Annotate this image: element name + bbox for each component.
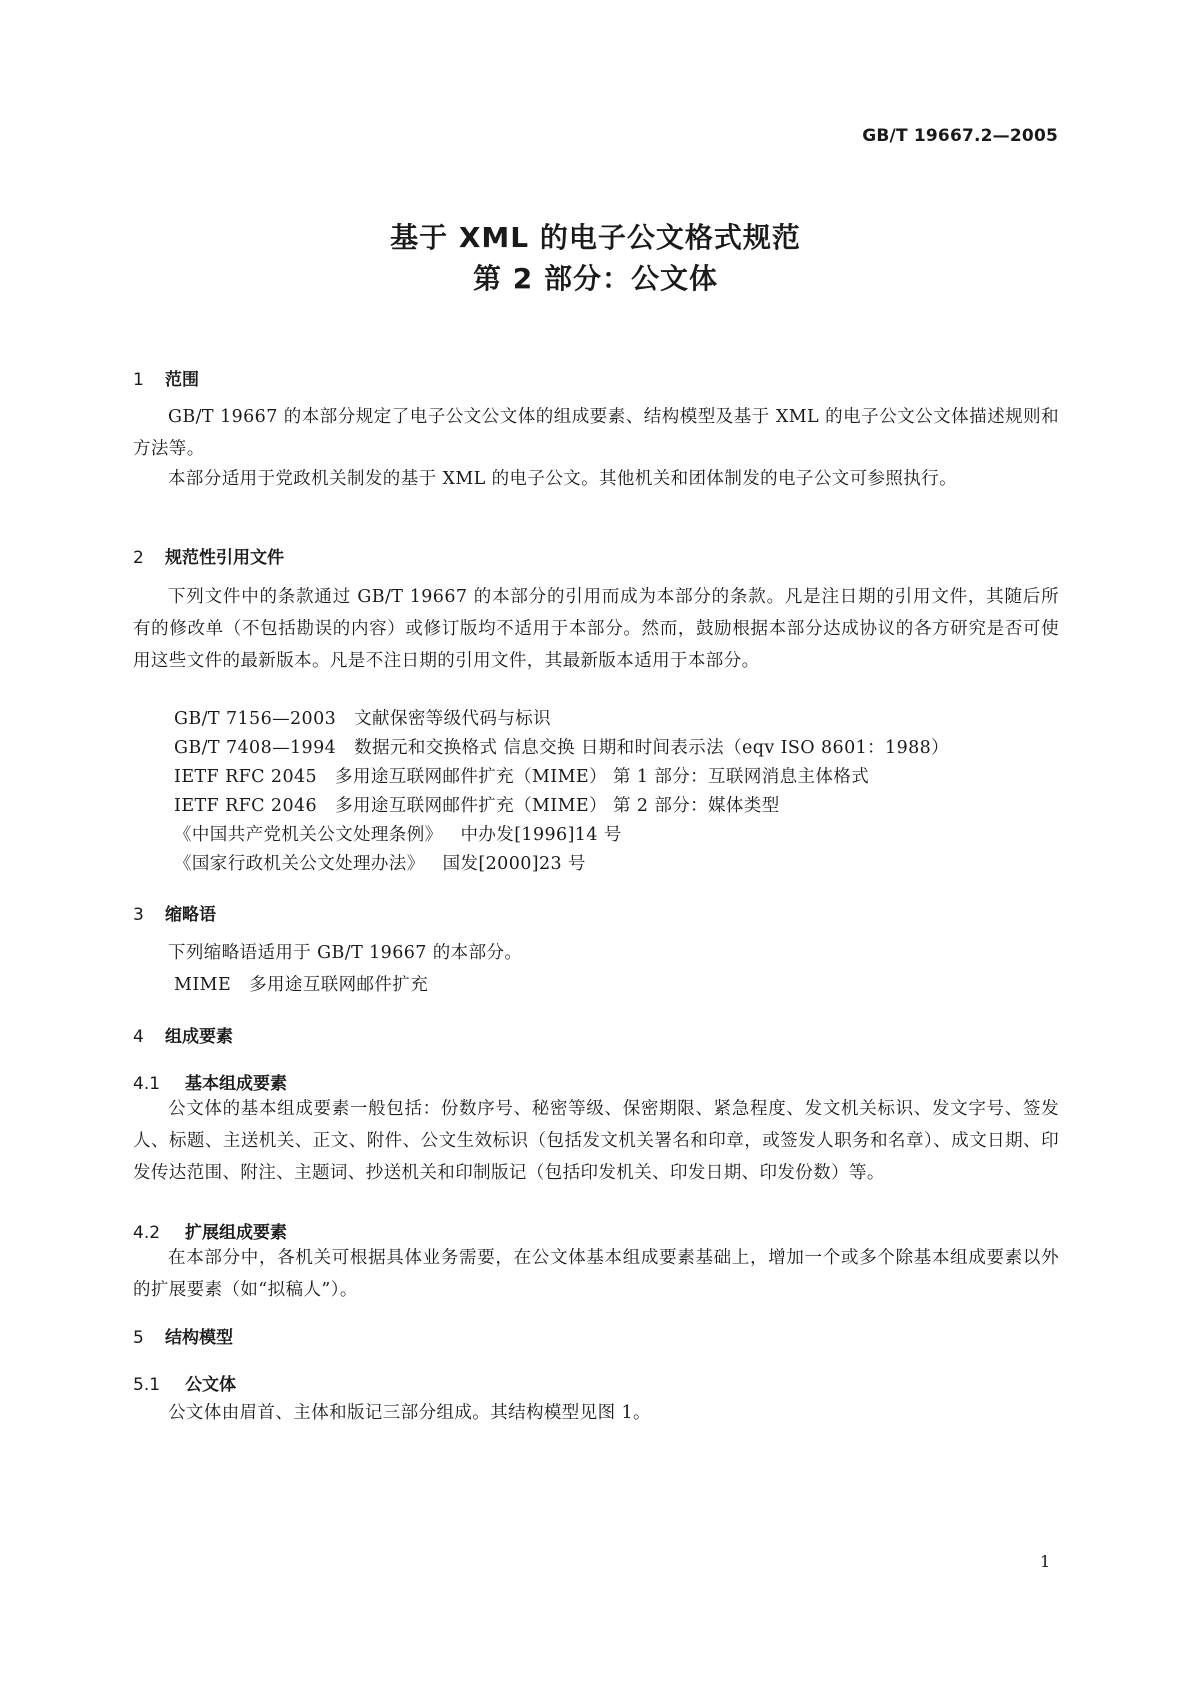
reference-item	[174, 761, 869, 793]
reference-code: GB/T 7156—2003	[174, 709, 337, 729]
paragraph: 本部分适用于党政机关制发的基于 XML 的电子公文。其他机关和团体制发的电子公文可参照执行。	[168, 469, 958, 489]
section-2-heading	[133, 543, 284, 568]
section-title: 规范性引用文件	[165, 548, 284, 568]
reference-code: 《国家行政机关公文处理办法》	[174, 854, 425, 874]
subsection-title: 公文体	[185, 1375, 236, 1395]
reference-code: IETF RFC 2045	[174, 767, 318, 787]
section-1-heading	[133, 365, 199, 390]
abbreviation-term: MIME	[174, 975, 232, 995]
section-number: 2	[133, 548, 144, 568]
section-title: 范围	[165, 370, 199, 390]
reference-code: IETF RFC 2046	[174, 796, 318, 816]
section-number: 1	[133, 370, 144, 390]
reference-title: 多用途互联网邮件扩充（MIME） 第 1 部分：互联网消息主体格式	[335, 767, 870, 787]
paragraph: GB/T 19667 的本部分规定了电子公文公文体的组成要素、结构模型及基于 XML 的电子公文公文体描述规则和方法等。	[133, 407, 1059, 459]
paragraph: 公文体由眉首、主体和版记三部分组成。其结构模型见图 1。	[168, 1403, 651, 1423]
reference-title: 文献保密等级代码与标识	[354, 709, 552, 729]
subsection-4-2-heading	[133, 1218, 287, 1243]
section-number: 5	[133, 1328, 144, 1348]
section-3-heading	[133, 900, 216, 925]
subsection-number: 4.1	[133, 1074, 161, 1094]
section-title: 结构模型	[165, 1328, 233, 1348]
paragraph: 下列缩略语适用于 GB/T 19667 的本部分。	[168, 943, 523, 963]
section-5-heading	[133, 1323, 233, 1348]
reference-code: GB/T 7408—1994	[174, 738, 337, 758]
paragraph: 在本部分中，各机关可根据具体业务需要，在公文体基本组成要素基础上，增加一个或多个除基本组成要素以外的扩展要素（如“拟稿人”）。	[133, 1248, 1059, 1300]
document-title: 基于 XML 的电子公文格式规范	[390, 221, 801, 254]
subsection-4-1-heading	[133, 1069, 287, 1094]
subsection-5-1-heading	[133, 1370, 236, 1395]
section-title: 组成要素	[165, 1027, 233, 1047]
standard-number: GB/T 19667.2—2005	[862, 126, 1058, 146]
subsection-number: 5.1	[133, 1375, 161, 1395]
section-4-heading	[133, 1022, 233, 1047]
section-title: 缩略语	[165, 905, 216, 925]
abbreviation-item	[174, 969, 428, 1001]
reference-item	[174, 790, 780, 822]
reference-item	[174, 703, 551, 735]
page-number: 1	[1040, 1552, 1051, 1571]
abbreviation-definition: 多用途互联网邮件扩充	[249, 975, 429, 995]
section-number: 4	[133, 1027, 144, 1047]
reference-code: 《中国共产党机关公文处理条例》	[174, 825, 443, 845]
reference-item	[174, 848, 586, 880]
reference-item	[174, 732, 949, 764]
paragraph: 下列文件中的条款通过 GB/T 19667 的本部分的引用而成为本部分的条款。凡是注日期的引用文件，其随后所有的修改单（不包括勘误的内容）或修订版均不适用于本部分。然而，鼓励根据本部分达成协议的各方研究是否可使用这些文件的最新版本。凡是不注日期的引用文件，其最新版本适用于本部分。	[133, 587, 1059, 671]
subsection-number: 4.2	[133, 1223, 161, 1243]
section-number: 3	[133, 905, 144, 925]
reference-title: 数据元和交换格式 信息交换 日期和时间表示法（eqv ISO 8601：1988）	[354, 738, 950, 758]
subsection-title: 基本组成要素	[185, 1074, 287, 1094]
reference-title: 国发[2000]23 号	[442, 854, 586, 874]
reference-title: 多用途互联网邮件扩充（MIME） 第 2 部分：媒体类型	[335, 796, 780, 816]
subsection-title: 扩展组成要素	[185, 1223, 287, 1243]
reference-item	[174, 819, 622, 851]
reference-title: 中办发[1996]14 号	[460, 825, 622, 845]
document-subtitle: 第 2 部分：公文体	[473, 262, 718, 295]
paragraph: 公文体的基本组成要素一般包括：份数序号、秘密等级、保密期限、紧急程度、发文机关标识、发文字号、签发人、标题、主送机关、正文、附件、公文生效标识（包括发文机关署名和印章，或签发人职务和名章）、成文日期、印发传达范围、附注、主题词、抄送机关和印制版记（包括印发机关、印发日期、印发份数）等。	[133, 1099, 1059, 1183]
